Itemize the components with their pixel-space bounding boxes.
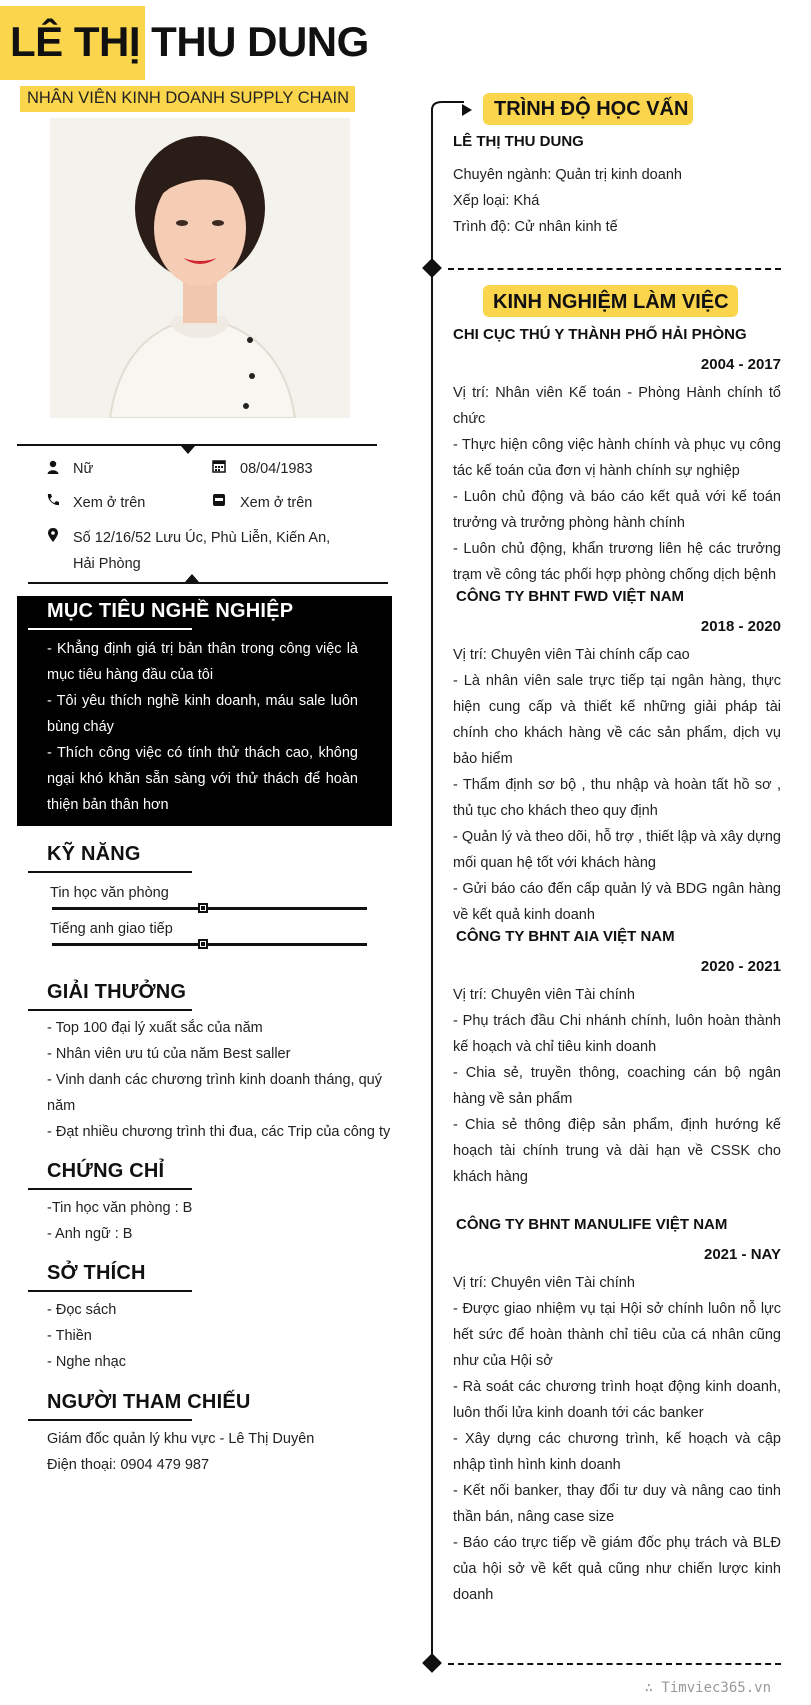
timeline-diamond: [422, 258, 442, 278]
hobby-item: - Đọc sách: [47, 1302, 117, 1318]
reference-item: Giám đốc quản lý khu vực - Lê Thị Duyên: [47, 1431, 315, 1447]
job-period: 2020 - 2021: [700, 958, 781, 975]
birthday-value: 08/04/1983: [240, 461, 313, 477]
address-line-1: Số 12/16/52 Lưu Úc, Phù Liễn, Kiến An,: [73, 530, 331, 546]
skill-bar: [52, 943, 367, 946]
timeline-line: [431, 108, 433, 1663]
section-divider: [448, 268, 781, 270]
objective-item: - Tôi yêu thích nghề kinh doanh, máu sale luôn bùng cháy: [47, 693, 358, 735]
hobbies-underline: [28, 1290, 192, 1292]
objective-title: MỤC TIÊU NGHỀ NGHIỆP: [47, 600, 294, 622]
info-top-divider: [17, 444, 377, 446]
info-top-arrow: [181, 446, 195, 454]
address-line-2: Hải Phòng: [73, 556, 141, 572]
skill-label: Tin học văn phòng: [50, 885, 169, 901]
skills-title: KỸ NĂNG: [47, 843, 141, 865]
objective-item: - Thích công việc có tính thử thách cao, không ngại khó khăn sẵn sàng với thử thách để hoàn thiện bản thân hơn: [47, 745, 358, 813]
references-underline: [28, 1419, 192, 1421]
job-company: CHI CỤC THÚ Y THÀNH PHỐ HẢI PHÒNG: [453, 326, 747, 343]
phone-icon: [46, 493, 60, 512]
certificates-title: CHỨNG CHỈ: [47, 1160, 165, 1182]
section-divider: [448, 1663, 781, 1665]
location-icon: [46, 528, 60, 547]
skill-level-handle: [198, 903, 208, 913]
job-period: 2004 - 2017: [700, 356, 781, 373]
job-description: Vị trí: Nhân viên Kế toán - Phòng Hành chính tổ chức - Thực hiện công việc hành chính và phục vụ công tác kế toán của đơn vị hành chính sự nghiệp - Luôn chủ động và báo cáo kết quả với kế toán trưởng và trưởng phòng hành chính - Luôn chủ động, khẩn trương liên hệ các trưởng trạm về công tác phối hợp phòng chống dịch bệnh: [453, 385, 781, 583]
job-company: CÔNG TY BHNT MANULIFE VIỆT NAM: [456, 1216, 728, 1233]
watermark: ∴ Timviec365.vn: [644, 1680, 771, 1696]
email-icon: [212, 493, 226, 512]
award-item: - Đạt nhiều chương trình thi đua, các Trip của công ty: [47, 1124, 391, 1140]
job-description: Vị trí: Chuyên viên Tài chính - Phụ trách đầu Chi nhánh chính, luôn hoàn thành kế hoạch và chỉ tiêu kinh doanh - Chia sẻ, truyền thông, coaching cán bộ ngân hàng về sản phẩm - Chia sẻ thông điệp sản phẩm, định hướng kế hoạch tài chính trung và dài hạn về CSSK cho khách hàng: [453, 987, 781, 1185]
objective-underline: [28, 628, 192, 630]
hobby-item: - Nghe nhạc: [47, 1354, 126, 1370]
education-item: Trình độ: Cử nhân kinh tế: [453, 219, 618, 235]
skill-level-handle: [198, 939, 208, 949]
job-description: Vị trí: Chuyên viên Tài chính - Được giao nhiệm vụ tại Hội sở chính luôn nỗ lực hết sức để hoàn thành chỉ tiêu của cá nhân cũng như của Hội sở - Rà soát các chương trình hoạt động kinh doanh, luôn thổi lửa kinh doanh tới các banker - Xây dựng các chương trình, kế hoạch và cập nhập tình hình kinh doanh - Kết nối banker, thay đổi tư duy và nâng cao tinh thần bán, nâng case size - Báo cáo trực tiếp về giám đốc phụ trách và BLĐ của hội sở về kết quả cũng như chiến lược kinh doanh: [453, 1275, 781, 1603]
timeline-diamond: [422, 1653, 442, 1673]
experience-title: KINH NGHIỆM LÀM VIỆC: [493, 291, 729, 313]
award-item: - Vinh danh các chương trình kinh doanh tháng, quý năm: [47, 1072, 382, 1114]
skill-bar: [52, 907, 367, 910]
award-item: - Top 100 đại lý xuất sắc của năm: [47, 1020, 263, 1036]
job-title: NHÂN VIÊN KINH DOANH SUPPLY CHAIN: [26, 89, 350, 107]
job-company: CÔNG TY BHNT AIA VIỆT NAM: [456, 928, 675, 945]
timeline-arrow-icon: [430, 100, 474, 120]
skill-label: Tiếng anh giao tiếp: [50, 921, 173, 937]
info-bottom-divider: [28, 582, 388, 584]
phone-value: Xem ở trên: [73, 495, 146, 511]
job-period: 2021 - NAY: [704, 1246, 781, 1263]
user-icon: [46, 460, 60, 479]
education-name: LÊ THỊ THU DUNG: [453, 133, 584, 150]
job-company: CÔNG TY BHNT FWD VIỆT NAM: [456, 588, 685, 605]
awards-underline: [28, 1009, 192, 1011]
skills-underline: [28, 871, 192, 873]
job-period: 2018 - 2020: [700, 618, 781, 635]
certificate-item: -Tin học văn phòng : B: [47, 1200, 193, 1216]
education-title: TRÌNH ĐỘ HỌC VẤN: [494, 98, 689, 120]
education-item: Xếp loại: Khá: [453, 193, 540, 209]
candidate-name: LÊ THỊ THU DUNG: [10, 18, 369, 65]
certificate-item: - Anh ngữ : B: [47, 1226, 133, 1242]
award-item: - Nhân viên ưu tú của năm Best saller: [47, 1046, 291, 1062]
hobby-item: - Thiền: [47, 1328, 92, 1344]
calendar-icon: [212, 459, 226, 478]
education-item: Chuyên ngành: Quản trị kinh doanh: [453, 167, 682, 183]
info-bottom-arrow: [185, 574, 199, 582]
gender-value: Nữ: [73, 461, 94, 477]
profile-photo: [50, 118, 350, 418]
awards-title: GIẢI THƯỞNG: [47, 981, 187, 1003]
reference-item: Điện thoại: 0904 479 987: [47, 1457, 210, 1473]
certificates-underline: [28, 1188, 192, 1190]
hobbies-title: SỞ THÍCH: [47, 1262, 146, 1284]
objective-item: - Khẳng định giá trị bản thân trong công việc là mục tiêu hàng đầu của tôi: [47, 641, 358, 683]
references-title: NGƯỜI THAM CHIẾU: [47, 1391, 251, 1413]
job-description: Vị trí: Chuyên viên Tài chính cấp cao - Là nhân viên sale trực tiếp tại ngân hàng, thực hiện cung cấp và thiết kế những giải pháp tài chính cho khách hàng về các sản phẩm, dịch vụ bảo hiểm - Thẩm định sơ bộ , thu nhập và hoàn tất hồ sơ , thủ tục cho khách theo quy định - Quản lý và theo dõi, hỗ trợ , thiết lập và xây dựng mối quan hệ tốt với khách hàng - Gửi báo cáo đến cấp quản lý và BDG ngân hàng về kết quả kinh doanh: [453, 647, 781, 923]
email-value: Xem ở trên: [240, 495, 313, 511]
